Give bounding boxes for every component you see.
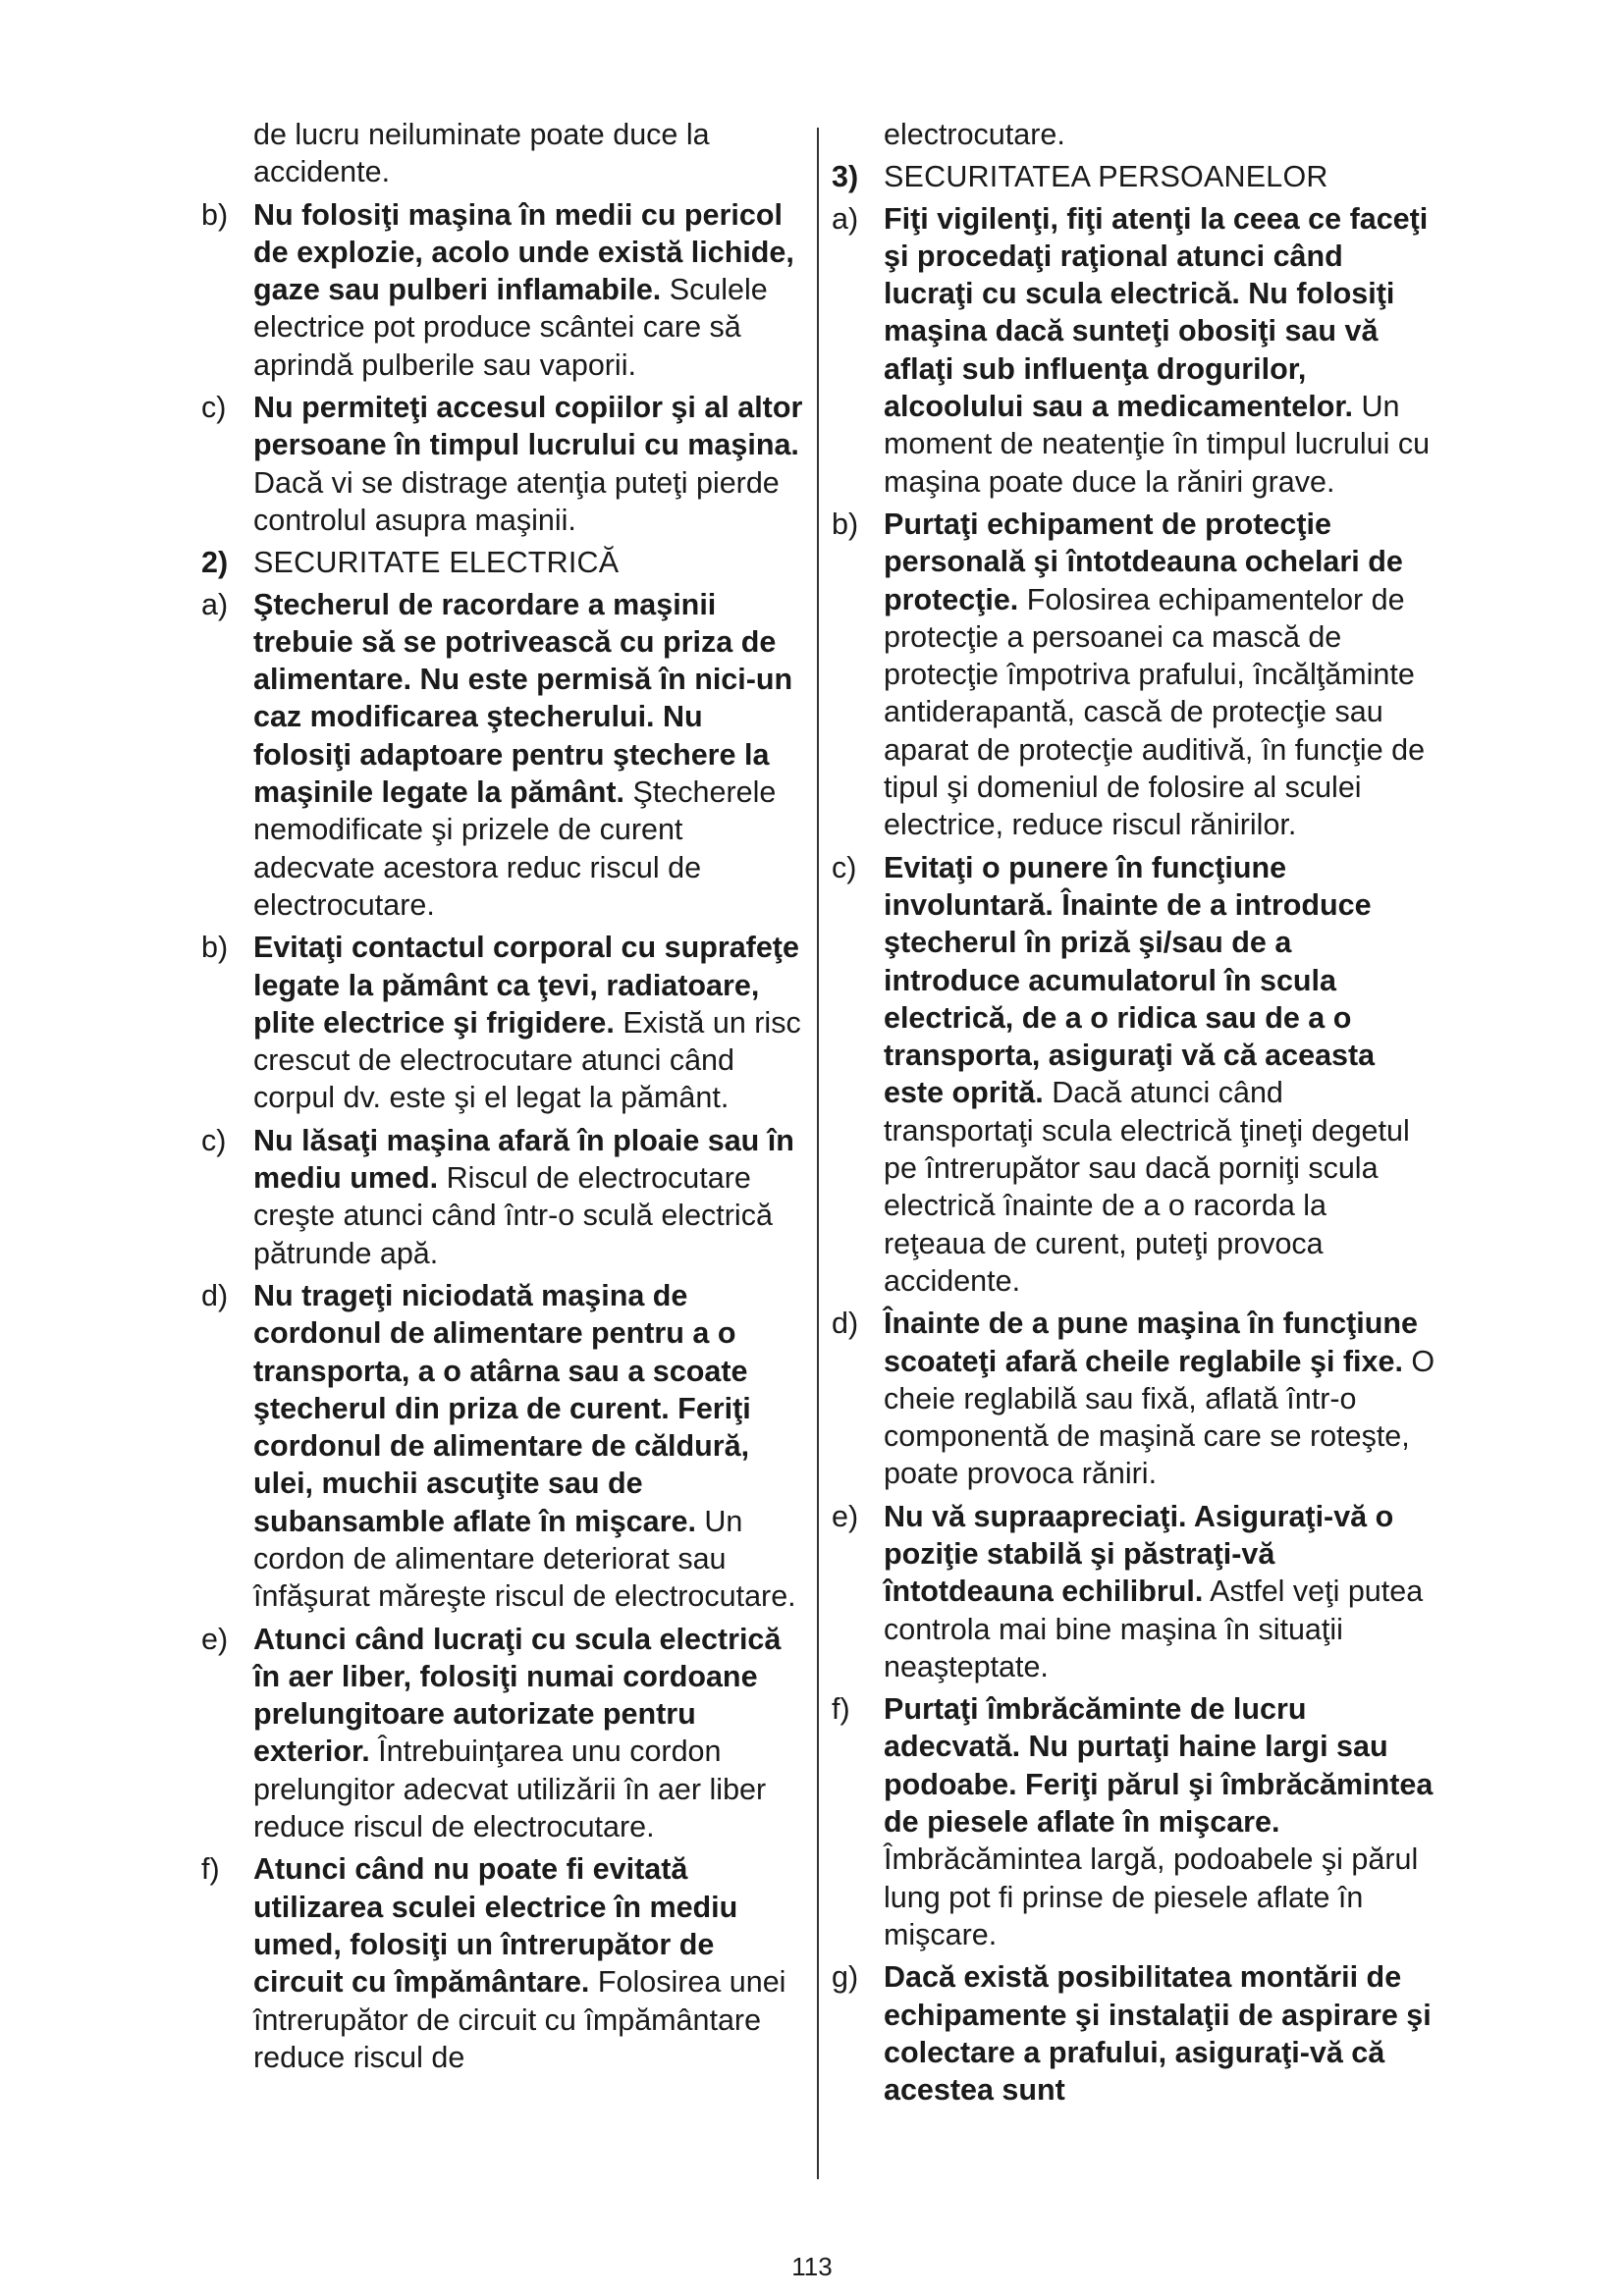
item-text: Un moment de neatenţie în timpul lucrului cu maşina poate duce la răniri grave. bbox=[884, 390, 1431, 499]
list-item-3f bbox=[832, 1690, 1435, 1953]
item-text: Dacă vi se distrage atenţia puteţi pierde controlul asupra maşinii. bbox=[253, 465, 780, 537]
item-label: g) bbox=[832, 1960, 859, 1995]
section-title: SECURITATE ELECTRICĂ bbox=[253, 546, 620, 580]
list-item-3b bbox=[832, 506, 1435, 844]
item-text: Întrebuinţarea unu cordon prelungitor adecvat utilizării în aer liber reduce riscul de electrocutare. bbox=[253, 1735, 767, 1844]
continued-text: electrocutare. bbox=[884, 118, 1065, 151]
item-bold-text: Ştecherul de racordare a maşinii trebuie să se potrivească cu priza de alimentare. Nu este permisă în nici-un caz modificarea ştecherului. Nu folosiţi adaptoare pentru ştechere la maşinile legate la pământ. bbox=[253, 587, 793, 810]
item-bold-text: Purtaţi îmbrăcăminte de lucru adecvată. Nu purtaţi haine largi sau podoabe. Feriţi părul şi îmbrăcămintea de piesele aflate în mişcare. bbox=[884, 1692, 1434, 1840]
item-text: Riscul de electrocutare creşte atunci când într-o sculă electrică pătrunde apă. bbox=[253, 1161, 773, 1270]
section-number: 2) bbox=[201, 546, 229, 580]
section-heading-3 bbox=[832, 158, 1435, 195]
item-label: a) bbox=[201, 587, 229, 621]
item-bold-text: Atunci când nu poate fi evitată utilizarea sculei electrice în mediu umed, folosiţi un întrerupător de circuit cu împământare. bbox=[253, 1852, 738, 2000]
item-text: Astfel veţi putea controla mai bine maşina în situaţii neaşteptate. bbox=[884, 1575, 1424, 1683]
item-label: c) bbox=[201, 1123, 227, 1157]
left-column bbox=[201, 116, 808, 2081]
column-divider bbox=[817, 128, 819, 2179]
item-bold-text: Nu folosiţi maşina în medii cu pericol de explozie, acolo unde există lichide, gaze sau pulberi inflamabile. bbox=[253, 197, 794, 307]
item-text: O cheie reglabilă sau fixă, aflată într-o componentă de maşină care se roteşte, poate provoca răniri. bbox=[884, 1344, 1435, 1491]
list-item-2d bbox=[201, 1277, 808, 1616]
item-label: d) bbox=[201, 1278, 229, 1312]
item-bold-text: Dacă există posibilitatea montării de echipamente şi instalaţii de aspirare şi colectare a prafului, asiguraţi-vă că acestea sunt bbox=[884, 1960, 1432, 2108]
item-label: b) bbox=[201, 931, 229, 965]
item-bold-text: Nu trageţi niciodată maşina de cordonul de alimentare pentru a o transporta, a o atârna sau a scoate ştecherul din priza de curent. Feriţi cordonul de alimentare de căldură, ulei, muchii ascuţite sau de subansamble aflate în mişcare. bbox=[253, 1278, 751, 1538]
item-bold-text: Evitaţi contactul corporal cu suprafeţe legate la pământ ca ţevi, radiatoare, plite electrice şi frigidere. bbox=[253, 931, 799, 1040]
item-label: b) bbox=[201, 197, 229, 232]
item-text: Folosirea unei întrerupător de circuit cu împământare reduce riscul de bbox=[253, 1965, 786, 2074]
list-item-2e bbox=[201, 1621, 808, 1846]
section-heading-2 bbox=[201, 544, 808, 581]
item-bold-text: Nu vă supraapreciaţi. Asiguraţi-vă o poziţie stabilă şi păstraţi-vă întotdeauna echilibrul. bbox=[884, 1499, 1394, 1609]
item-bold-text: Nu lăsaţi maşina afară în ploaie sau în mediu umed. bbox=[253, 1123, 794, 1196]
continued-text: de lucru neiluminate poate duce la accidente. bbox=[253, 118, 710, 189]
section-number: 3) bbox=[832, 160, 859, 194]
page-number: 113 bbox=[791, 2252, 833, 2281]
item-label: e) bbox=[201, 1622, 229, 1656]
list-item-1b bbox=[201, 196, 808, 384]
item-label: f) bbox=[832, 1692, 850, 1727]
item-label: c) bbox=[201, 391, 227, 425]
item-label: b) bbox=[832, 507, 859, 541]
item-bold-text: Evitaţi o punere în funcţiune involuntară. Înainte de a introduce ştecherul în priză şi/sau de a introduce acumulatorul în scula electrică, de a o ridica sau de a o transporta, asiguraţi vă că aceasta este oprită. bbox=[884, 850, 1376, 1110]
item-label: c) bbox=[832, 850, 857, 884]
list-item-1c bbox=[201, 389, 808, 539]
item-bold-text: Nu permiteţi accesul copiilor şi al altor persoane în timpul lucrului cu maşina. bbox=[253, 391, 803, 462]
item-bold-text: Atunci când lucraţi cu scula electrică în aer liber, folosiţi numai cordoane prelungitoare autorizate pentru exterior. bbox=[253, 1622, 782, 1769]
list-item-3c bbox=[832, 849, 1435, 1301]
item-label: d) bbox=[832, 1307, 859, 1341]
section-title: SECURITATEA PERSOANELOR bbox=[884, 160, 1328, 194]
item-text: Există un risc crescut de electrocutare atunci când corpul dv. este şi el legat la pământ. bbox=[253, 1005, 801, 1115]
list-item-2c bbox=[201, 1122, 808, 1272]
item-bold-text: Înainte de a pune maşina în funcţiune scoateţi afară cheile reglabile şi fixe. bbox=[884, 1307, 1418, 1378]
item-text: Dacă atunci când transportaţi scula electrică ţineţi degetul pe întrerupător sau dacă porniţi scula electrică înainte de a o racorda la reţeaua de curent, puteţi provoca accidente. bbox=[884, 1076, 1410, 1298]
item-label: a) bbox=[832, 201, 859, 236]
item-bold-text: Fiţi vigilenţi, fiţi atenţi la ceea ce faceţi şi procedaţi raţional atunci când lucraţi cu scula electrică. Nu folosiţi maşina dacă sunteţi obosiţi sau vă aflaţi sub influenţa drogurilor, alcoolului sau a medicamentelor. bbox=[884, 201, 1429, 424]
item-text: Îmbrăcămintea largă, podoabele şi părul lung pot fi prinse de piesele aflate în mişcare. bbox=[884, 1842, 1419, 1951]
item-text: Sculele electrice pot produce scântei care să aprindă pulberile sau vaporii. bbox=[253, 273, 768, 382]
list-item-3e bbox=[832, 1498, 1435, 1685]
list-item-3d bbox=[832, 1305, 1435, 1492]
right-column bbox=[832, 116, 1435, 2113]
list-item-2a bbox=[201, 586, 808, 925]
item-label: f) bbox=[201, 1852, 220, 1887]
list-item-3g bbox=[832, 1958, 1435, 2109]
item-label: e) bbox=[832, 1499, 859, 1533]
item-bold-text: Purtaţi echipament de protecţie personală şi întotdeauna ochelari de protecţie. bbox=[884, 507, 1403, 616]
list-item-2b bbox=[201, 929, 808, 1116]
item-text: Ştecherele nemodificate şi prizele de curent adecvate acestora reduc riscul de electrocutare. bbox=[253, 775, 777, 922]
item-text: Un cordon de alimentare deteriorat sau înfăşurat măreşte riscul de electrocutare. bbox=[253, 1504, 796, 1614]
list-item-3a bbox=[832, 200, 1435, 501]
list-item-2f bbox=[201, 1850, 808, 2076]
item-text: Folosirea echipamentelor de protecţie a persoanei ca mască de protecţie împotriva prafului, încălţăminte antiderapantă, cască de protecţie sau aparat de protecţie auditivă, în funcţie de tipul şi domeniul de folosire al sculei electrice, reduce riscul rănirilor. bbox=[884, 582, 1426, 842]
